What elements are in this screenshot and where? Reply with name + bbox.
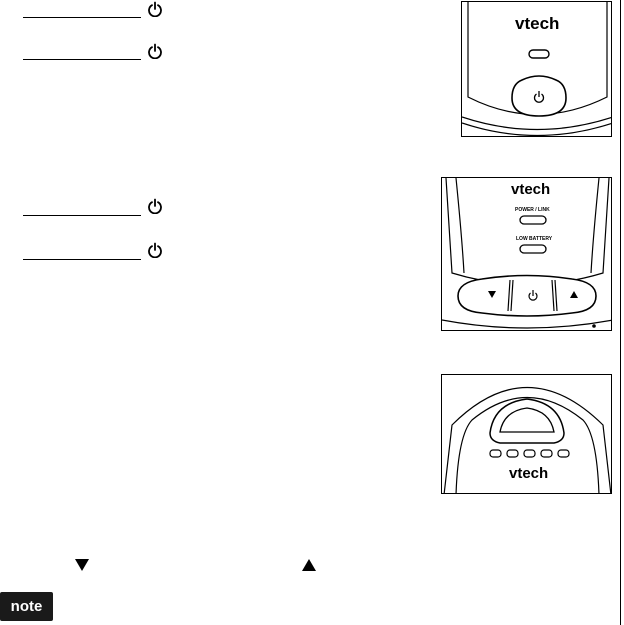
- brand-logo: vtech: [511, 181, 551, 198]
- up-arrow-icon: [301, 558, 317, 572]
- device-illustration-display-unit: [441, 374, 612, 494]
- down-arrow-icon: [74, 558, 90, 572]
- power-link-led-label: POWER / LINK: [515, 207, 550, 213]
- power-icon: [147, 198, 163, 214]
- blank-line-1: [23, 17, 141, 18]
- blank-line-3: [23, 215, 141, 216]
- blank-line-2: [23, 59, 141, 60]
- device-illustration-parent-unit: [461, 1, 612, 137]
- power-icon: [147, 242, 163, 258]
- brand-logo: vtech: [509, 465, 549, 482]
- page-margin-rule: [620, 0, 621, 625]
- blank-line-4: [23, 259, 141, 260]
- power-icon: [147, 1, 163, 17]
- note-badge: note: [0, 592, 53, 621]
- device-illustration-baby-unit: [441, 177, 612, 331]
- power-icon: [147, 43, 163, 59]
- low-battery-led-label: LOW BATTERY: [516, 236, 553, 242]
- brand-logo: vtech: [515, 14, 560, 33]
